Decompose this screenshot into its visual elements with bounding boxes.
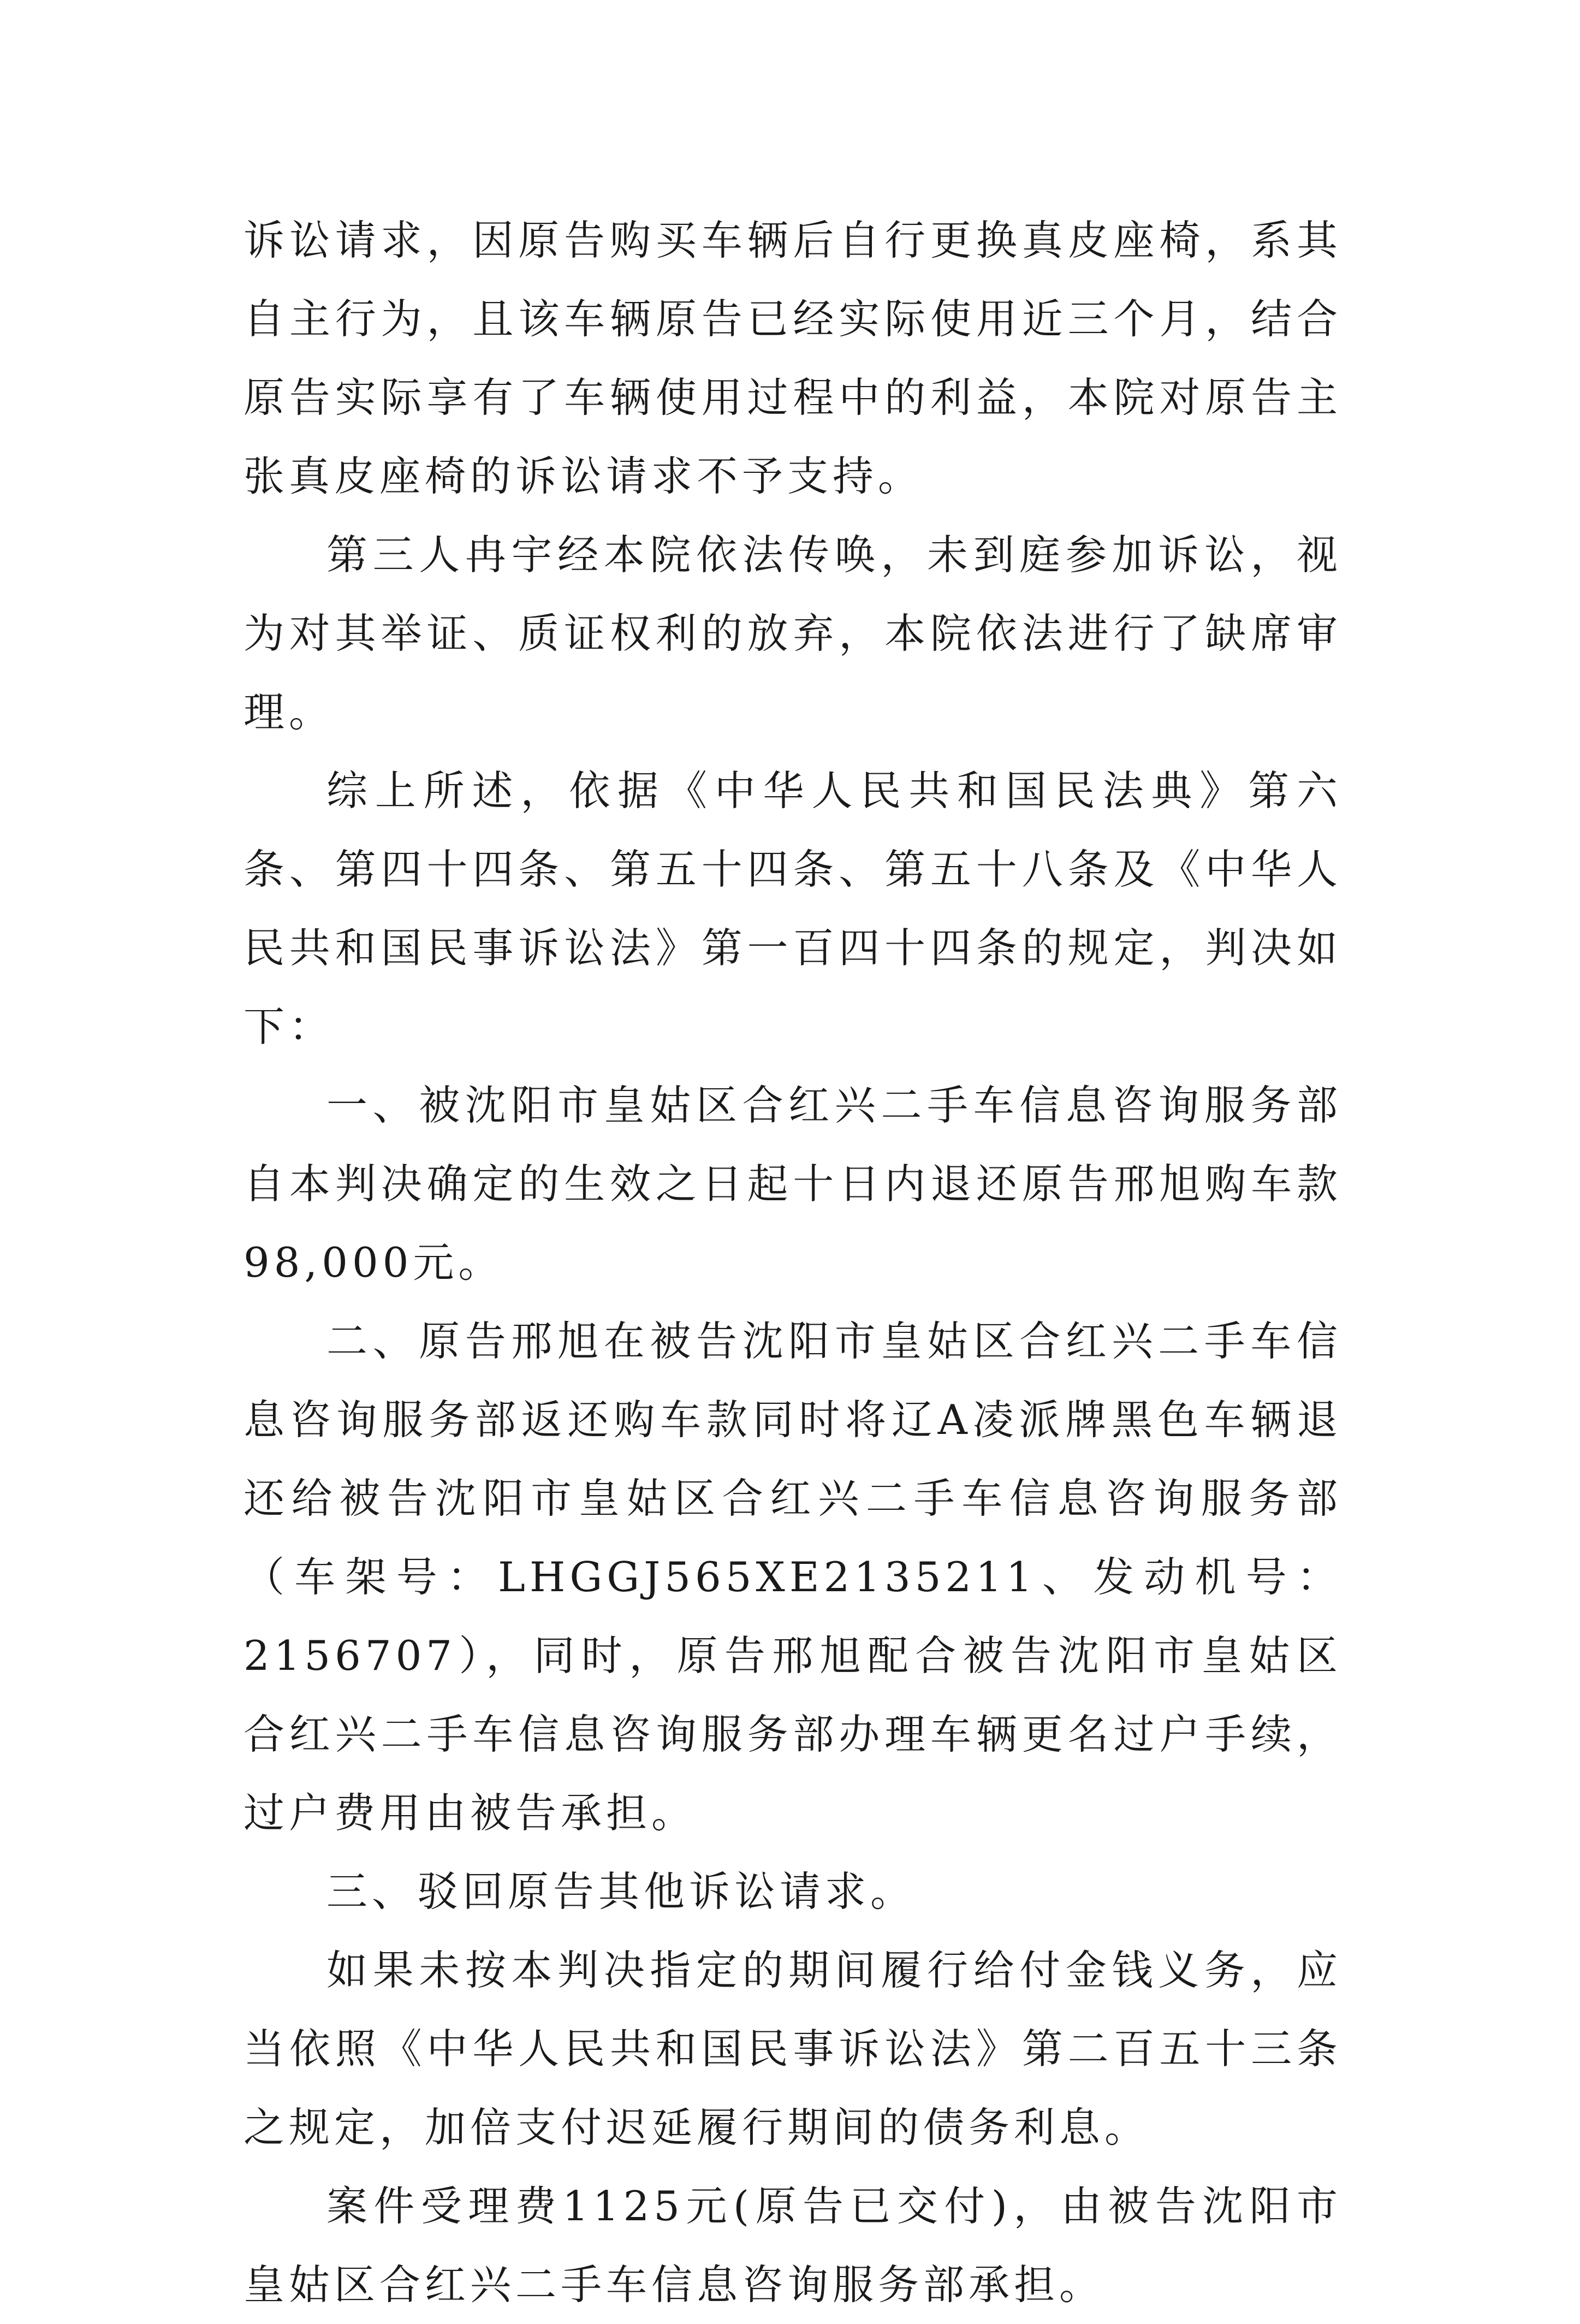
paragraph-ruling-item-1: 一、被沈阳市皇姑区合红兴二手车信息咨询服务部自本判决确定的生效之日起十日内退还原告邢旭购车款98,000元。 xyxy=(243,1081,1342,1286)
paragraph-case-fee: 案件受理费1125元(原告已交付)，由被告沈阳市皇姑区合红兴二手车信息咨询服务部承担。 xyxy=(243,2182,1342,2309)
paragraph-ruling-item-2: 二、原告邢旭在被告沈阳市皇姑区合红兴二手车信息咨询服务部返还购车款同时将辽A凌派牌黑色车辆退还给被告沈阳市皇姑区合红兴二手车信息咨询服务部（车架号：LHGGJ565XE2135211、发动机号：2156707），同时，原告邢旭配合被告沈阳市皇姑区合红兴二手车信息咨询服务部办理车辆更名过户手续，过户费用由被告承担。 xyxy=(243,1317,1342,1837)
paragraph-legal-basis: 综上所述，依据《中华人民共和国民法典》第六条、第四十四条、第五十四条、第五十八条及《中华人民共和国民事诉讼法》第一百四十四条的规定，判决如下： xyxy=(243,767,1342,1051)
paragraph-third-party-absence: 第三人冉宇经本院依法传唤，未到庭参加诉讼，视为对其举证、质证权利的放弃，本院依法进行了缺席审理。 xyxy=(243,531,1342,736)
paragraph-seat-claim: 诉讼请求，因原告购买车辆后自行更换真皮座椅，系其自主行为，且该车辆原告已经实际使用近三个月，结合原告实际享有了车辆使用过程中的利益，本院对原告主张真皮座椅的诉讼请求不予支持。 xyxy=(243,216,1342,500)
paragraph-late-payment-interest: 如果未按本判决指定的期间履行给付金钱义务，应当依照《中华人民共和国民事诉讼法》第二百五十三条之规定，加倍支付迟延履行期间的债务利息。 xyxy=(243,1946,1342,2151)
judgment-text-body xyxy=(243,201,1342,2324)
paragraph-ruling-item-3: 三、驳回原告其他诉讼请求。 xyxy=(326,1868,916,1916)
